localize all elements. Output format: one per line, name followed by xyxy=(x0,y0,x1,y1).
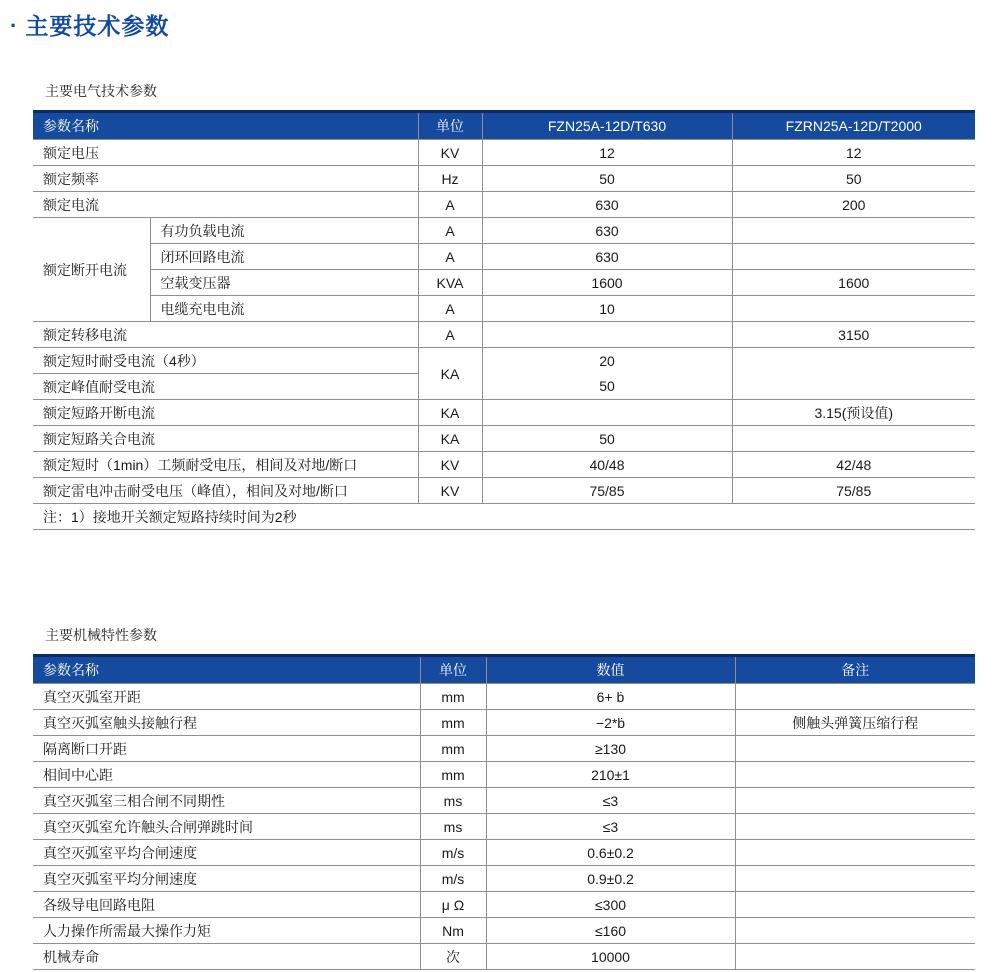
cell-remark xyxy=(735,684,975,710)
table-row xyxy=(33,814,975,840)
cell-remark xyxy=(735,788,975,814)
cell-value: ≤300 xyxy=(486,892,735,918)
cell-unit: mm xyxy=(420,762,486,788)
cell-value-fzrn xyxy=(732,426,975,452)
cell-name: 机械寿命 xyxy=(33,944,420,970)
cell-unit: 次 xyxy=(420,944,486,970)
cell-value: 10000 xyxy=(486,944,735,970)
cell-value-fzn: 50 xyxy=(482,374,732,400)
table-header-row xyxy=(33,656,975,684)
cell-unit: Hz xyxy=(418,166,482,192)
cell-value-fzn: 75/85 xyxy=(482,478,732,504)
table-row xyxy=(33,192,975,218)
cell-value: −2*ḃ xyxy=(486,710,735,736)
table-row xyxy=(33,710,975,736)
cell-unit: mm xyxy=(420,710,486,736)
cell-unit: KV xyxy=(418,452,482,478)
header-parameter-name: 参数名称 xyxy=(33,656,420,684)
cell-unit: A xyxy=(418,322,482,348)
cell-value: 0.9±0.2 xyxy=(486,866,735,892)
table-row xyxy=(33,892,975,918)
table-row xyxy=(33,684,975,710)
cell-name: 额定电流 xyxy=(33,192,418,218)
table-row xyxy=(33,218,975,244)
cell-unit: KV xyxy=(418,140,482,166)
cell-value-fzn: 50 xyxy=(482,426,732,452)
table-row xyxy=(33,244,975,270)
cell-value-fzrn: 1600 xyxy=(732,270,975,296)
cell-unit: KV xyxy=(418,478,482,504)
cell-name: 额定短路开断电流 xyxy=(33,400,418,426)
header-unit: 单位 xyxy=(420,656,486,684)
cell-value: 6+ ḃ xyxy=(486,684,735,710)
table-row xyxy=(33,788,975,814)
cell-value-fzrn: 75/85 xyxy=(732,478,975,504)
cell-value: ≤3 xyxy=(486,788,735,814)
cell-remark xyxy=(735,840,975,866)
cell-value-fzrn: 200 xyxy=(732,192,975,218)
cell-value-fzn: 40/48 xyxy=(482,452,732,478)
cell-unit: m/s xyxy=(420,866,486,892)
cell-name: 额定频率 xyxy=(33,166,418,192)
cell-value: 0.6±0.2 xyxy=(486,840,735,866)
cell-value-fzrn xyxy=(732,296,975,322)
cell-name: 额定短路关合电流 xyxy=(33,426,418,452)
cell-subname: 有功负载电流 xyxy=(150,218,418,244)
table-header-row xyxy=(33,112,975,140)
table-row xyxy=(33,840,975,866)
cell-name: 额定短时（1min）工频耐受电压，相间及对地/断口 xyxy=(33,452,418,478)
table-row xyxy=(33,478,975,504)
cell-name: 额定短时耐受电流（4秒） xyxy=(33,348,418,374)
cell-value-fzn: 630 xyxy=(482,244,732,270)
electrical-parameters-table xyxy=(33,110,975,530)
cell-value-fzn: 630 xyxy=(482,192,732,218)
cell-value-fzn xyxy=(482,322,732,348)
cell-name: 相间中心距 xyxy=(33,762,420,788)
page-title: 主要技术参数 xyxy=(25,13,170,39)
cell-subname: 电缆充电电流 xyxy=(150,296,418,322)
cell-value-fzrn xyxy=(732,244,975,270)
header-parameter-name: 参数名称 xyxy=(33,112,418,140)
cell-name: 额定雷电冲击耐受电压（峰值），相间及对地/断口 xyxy=(33,478,418,504)
cell-value-fzrn: 42/48 xyxy=(732,452,975,478)
header-value: 数值 xyxy=(486,656,735,684)
cell-name: 额定转移电流 xyxy=(33,322,418,348)
cell-subname: 闭环回路电流 xyxy=(150,244,418,270)
table-row xyxy=(33,296,975,322)
cell-unit: KVA xyxy=(418,270,482,296)
cell-unit: Nm xyxy=(420,918,486,944)
cell-name: 真空灭弧室触头接触行程 xyxy=(33,710,420,736)
table-row xyxy=(33,400,975,426)
datasheet-page xyxy=(0,12,1000,972)
page-title-row xyxy=(10,12,1000,40)
cell-unit: ms xyxy=(420,814,486,840)
cell-value-fzrn: 50 xyxy=(732,166,975,192)
cell-name: 各级导电回路电阻 xyxy=(33,892,420,918)
cell-value-fzn: 12 xyxy=(482,140,732,166)
title-bullet-icon: · xyxy=(10,13,18,38)
cell-unit: mm xyxy=(420,736,486,762)
header-remark: 备注 xyxy=(735,656,975,684)
header-unit: 单位 xyxy=(418,112,482,140)
cell-unit: A xyxy=(418,244,482,270)
cell-value: ≥130 xyxy=(486,736,735,762)
cell-value-fzrn: 3.15(预设值) xyxy=(732,400,975,426)
cell-remark xyxy=(735,736,975,762)
cell-unit: A xyxy=(418,296,482,322)
table-row xyxy=(33,918,975,944)
cell-value-fzrn xyxy=(732,218,975,244)
cell-remark xyxy=(735,892,975,918)
table-row xyxy=(33,166,975,192)
table-row xyxy=(33,762,975,788)
cell-group-label: 额定断开电流 xyxy=(33,218,150,322)
cell-remark: 侧触头弹簧压缩行程 xyxy=(735,710,975,736)
table-row xyxy=(33,736,975,762)
cell-name: 真空灭弧室开距 xyxy=(33,684,420,710)
cell-unit: A xyxy=(418,218,482,244)
cell-unit: mm xyxy=(420,684,486,710)
table-row xyxy=(33,426,975,452)
cell-unit: KA xyxy=(418,426,482,452)
cell-value: ≤160 xyxy=(486,918,735,944)
table-row xyxy=(33,270,975,296)
cell-remark xyxy=(735,866,975,892)
header-model-fzn25a: FZN25A-12D/T630 xyxy=(482,112,732,140)
table-row xyxy=(33,348,975,374)
cell-unit: ms xyxy=(420,788,486,814)
cell-remark xyxy=(735,814,975,840)
cell-value-fzn: 630 xyxy=(482,218,732,244)
cell-name: 额定电压 xyxy=(33,140,418,166)
table-row xyxy=(33,140,975,166)
table-note-row xyxy=(33,504,975,530)
cell-subname: 空载变压器 xyxy=(150,270,418,296)
cell-name: 真空灭弧室平均分闸速度 xyxy=(33,866,420,892)
table-row xyxy=(33,866,975,892)
cell-name: 人力操作所需最大操作力矩 xyxy=(33,918,420,944)
cell-value-fzrn: 3150 xyxy=(732,322,975,348)
cell-value-fzrn: 12 xyxy=(732,140,975,166)
cell-value-fzn: 1600 xyxy=(482,270,732,296)
cell-unit: m/s xyxy=(420,840,486,866)
mechanical-section-subtitle: 主要机械特性参数 xyxy=(45,627,157,643)
cell-name: 真空灭弧室三相合闸不同期性 xyxy=(33,788,420,814)
table-footnote: 注：1）接地开关额定短路持续时间为2秒 xyxy=(33,504,975,530)
cell-remark xyxy=(735,944,975,970)
cell-value-fzn: 10 xyxy=(482,296,732,322)
electrical-section-subtitle: 主要电气技术参数 xyxy=(45,83,157,99)
cell-value: ≤3 xyxy=(486,814,735,840)
table-row xyxy=(33,944,975,970)
cell-unit: KA xyxy=(418,400,482,426)
cell-unit: KA xyxy=(418,348,482,400)
cell-value: 210±1 xyxy=(486,762,735,788)
cell-value-fzn xyxy=(482,400,732,426)
table-row xyxy=(33,322,975,348)
mechanical-parameters-table xyxy=(33,654,975,970)
table-row xyxy=(33,452,975,478)
cell-name: 真空灭弧室平均合闸速度 xyxy=(33,840,420,866)
cell-unit: A xyxy=(418,192,482,218)
cell-remark xyxy=(735,762,975,788)
cell-value-fzn: 50 xyxy=(482,166,732,192)
header-model-fzrn25a: FZRN25A-12D/T2000 xyxy=(732,112,975,140)
cell-value-fzn: 20 xyxy=(482,348,732,374)
cell-name: 额定峰值耐受电流 xyxy=(33,374,418,400)
cell-name: 真空灭弧室允许触头合闸弹跳时间 xyxy=(33,814,420,840)
cell-unit: μ Ω xyxy=(420,892,486,918)
cell-name: 隔离断口开距 xyxy=(33,736,420,762)
cell-value-fzrn xyxy=(732,348,975,400)
cell-remark xyxy=(735,918,975,944)
